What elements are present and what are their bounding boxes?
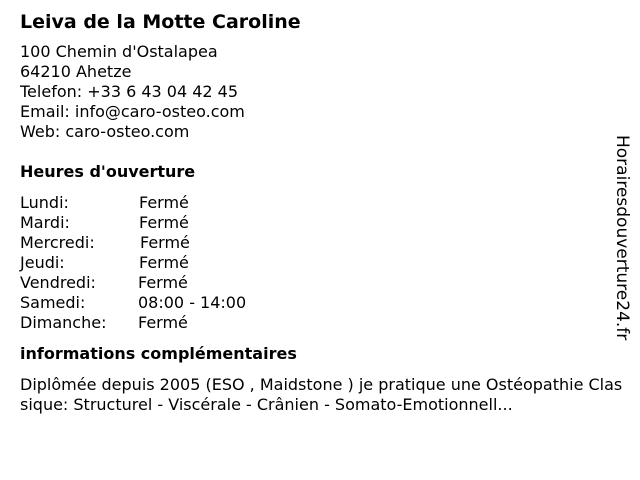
info-heading: informations complémentaires bbox=[20, 344, 297, 363]
hours-row-monday bbox=[20, 193, 610, 213]
hours-row-wednesday bbox=[20, 233, 610, 253]
day-hours: Fermé bbox=[138, 313, 188, 332]
hours-row-sunday bbox=[20, 313, 610, 333]
day-label: Mardi: bbox=[20, 213, 70, 232]
day-hours: Fermé bbox=[139, 193, 189, 212]
hours-row-tuesday bbox=[20, 213, 610, 233]
business-name: Leiva de la Motte Caroline bbox=[20, 11, 301, 33]
day-label: Jeudi: bbox=[20, 253, 65, 272]
email-line: Email: info@caro-osteo.com bbox=[20, 102, 245, 121]
day-label: Mercredi: bbox=[20, 233, 95, 252]
hours-row-saturday bbox=[20, 293, 610, 313]
day-label: Lundi: bbox=[20, 193, 69, 212]
day-label: Vendredi: bbox=[20, 273, 96, 292]
day-hours: Fermé bbox=[139, 213, 189, 232]
hours-heading: Heures d'ouverture bbox=[20, 162, 196, 181]
address-city: 64210 Ahetze bbox=[20, 62, 132, 81]
web-line: Web: caro-osteo.com bbox=[20, 122, 190, 141]
day-label: Dimanche: bbox=[20, 313, 107, 332]
day-hours: 08:00 - 14:00 bbox=[138, 293, 247, 312]
day-hours: Fermé bbox=[139, 253, 189, 272]
hours-table bbox=[20, 193, 610, 333]
hours-row-thursday bbox=[20, 253, 610, 273]
phone-line: Telefon: +33 6 43 04 42 45 bbox=[20, 82, 239, 101]
address-street: 100 Chemin d'Ostalapea bbox=[20, 42, 218, 61]
day-label: Samedi: bbox=[20, 293, 86, 312]
site-watermark: Horairesdouverture24.fr bbox=[612, 135, 632, 341]
hours-row-friday bbox=[20, 273, 610, 293]
info-text: Diplômée depuis 2005 (ESO , Maidstone ) je pratique une Ostéopathie Classique: Structurel - Viscérale - Crânien - Somato-Emotionnell... bbox=[20, 375, 623, 414]
day-hours: Fermé bbox=[138, 273, 188, 292]
day-hours: Fermé bbox=[140, 233, 190, 252]
